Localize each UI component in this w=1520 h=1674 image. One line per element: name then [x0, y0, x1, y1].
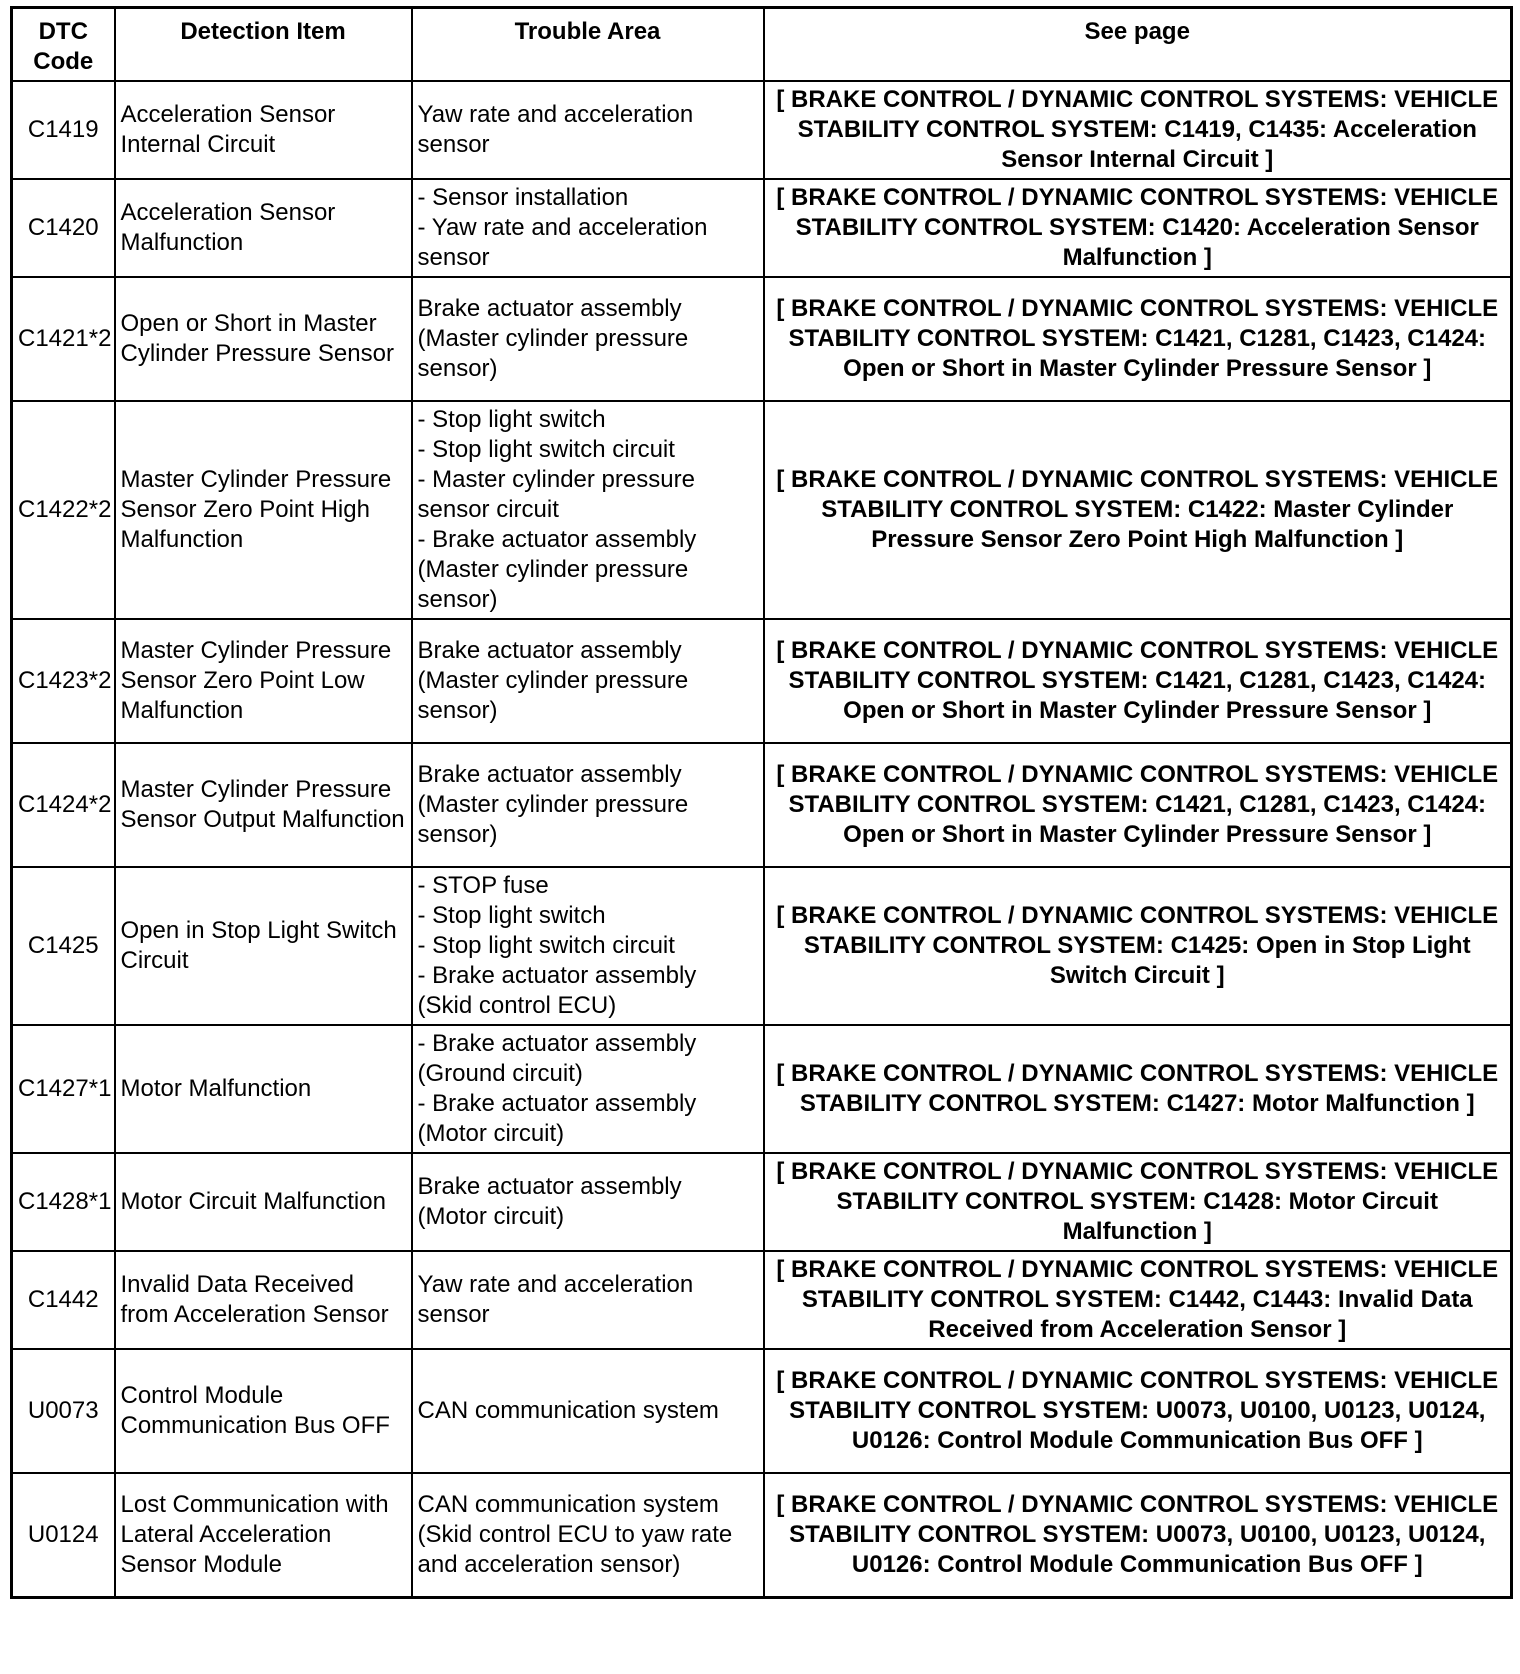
dtc-code-cell: C1423*2 — [12, 619, 115, 743]
trouble-area-line: - Stop light switch — [417, 902, 606, 929]
table-row — [12, 401, 1512, 619]
trouble-area-cell — [412, 1473, 764, 1597]
trouble-area-line: - Brake actuator assembly (Motor circuit) — [417, 1090, 697, 1147]
see-page-link[interactable]: [ BRAKE CONTROL / DYNAMIC CONTROL SYSTEMS: VEHICLE STABILITY CONTROL SYSTEM: C1420: Acceleration Sensor Malfunction ] — [764, 179, 1512, 277]
see-page-link[interactable]: [ BRAKE CONTROL / DYNAMIC CONTROL SYSTEMS: VEHICLE STABILITY CONTROL SYSTEM: C1421, C1281, C1423, C1424: Open or Short in Master Cylinder Pressure Sensor ] — [764, 743, 1512, 867]
table-header-row — [12, 8, 1512, 82]
trouble-area-line: Brake actuator assembly (Motor circuit) — [417, 1173, 682, 1230]
see-page-link[interactable]: [ BRAKE CONTROL / DYNAMIC CONTROL SYSTEMS: VEHICLE STABILITY CONTROL SYSTEM: C1428: Motor Circuit Malfunction ] — [764, 1153, 1512, 1251]
dtc-code-cell: C1428*1 — [12, 1153, 115, 1251]
see-page-link[interactable]: [ BRAKE CONTROL / DYNAMIC CONTROL SYSTEMS: VEHICLE STABILITY CONTROL SYSTEM: U0073, U0100, U0123, U0124, U0126: Control Module Communication Bus OFF ] — [764, 1349, 1512, 1473]
header-detection-item-label: Detection Item — [180, 18, 346, 45]
dtc-code-cell: C1420 — [12, 179, 115, 277]
detection-item-cell: Master Cylinder Pressure Sensor Zero Point High Malfunction — [115, 401, 412, 619]
dtc-table-body — [12, 81, 1512, 1597]
table-row — [12, 619, 1512, 743]
trouble-area-line: - Sensor installation — [417, 184, 629, 211]
see-page-link[interactable]: [ BRAKE CONTROL / DYNAMIC CONTROL SYSTEMS: VEHICLE STABILITY CONTROL SYSTEM: C1421, C1281, C1423, C1424: Open or Short in Master Cylinder Pressure Sensor ] — [764, 619, 1512, 743]
trouble-area-cell — [412, 1349, 764, 1473]
trouble-area-cell — [412, 619, 764, 743]
trouble-area-cell — [412, 81, 764, 179]
see-page-link[interactable]: [ BRAKE CONTROL / DYNAMIC CONTROL SYSTEMS: VEHICLE STABILITY CONTROL SYSTEM: C1419, C1435: Acceleration Sensor Internal Circuit ] — [764, 81, 1512, 179]
table-row — [12, 1349, 1512, 1473]
trouble-area-line: - Stop light switch circuit — [417, 932, 675, 959]
trouble-area-cell — [412, 1251, 764, 1349]
trouble-area-line: - Brake actuator assembly (Ground circuit) — [417, 1030, 697, 1087]
trouble-area-cell — [412, 277, 764, 401]
table-row — [12, 277, 1512, 401]
trouble-area-line: - STOP fuse — [417, 872, 549, 899]
trouble-area-line: - Stop light switch circuit — [417, 436, 675, 463]
dtc-table — [10, 6, 1513, 1599]
detection-item-cell: Lost Communication with Lateral Acceleration Sensor Module — [115, 1473, 412, 1597]
dtc-code-cell: U0124 — [12, 1473, 115, 1597]
trouble-area-line: Brake actuator assembly (Master cylinder pressure sensor) — [417, 637, 689, 724]
table-row — [12, 179, 1512, 277]
detection-item-cell: Motor Circuit Malfunction — [115, 1153, 412, 1251]
table-row — [12, 1251, 1512, 1349]
table-row — [12, 1153, 1512, 1251]
table-row — [12, 1473, 1512, 1597]
trouble-area-cell — [412, 1025, 764, 1153]
table-row — [12, 867, 1512, 1025]
trouble-area-line: - Brake actuator assembly (Skid control ECU) — [417, 962, 697, 1019]
detection-item-cell: Master Cylinder Pressure Sensor Output Malfunction — [115, 743, 412, 867]
detection-item-cell: Acceleration Sensor Internal Circuit — [115, 81, 412, 179]
header-trouble-area — [412, 8, 764, 82]
dtc-code-cell: C1421*2 — [12, 277, 115, 401]
trouble-area-line: Brake actuator assembly (Master cylinder pressure sensor) — [417, 295, 689, 382]
header-trouble-area-label: Trouble Area — [514, 18, 661, 45]
detection-item-cell: Open in Stop Light Switch Circuit — [115, 867, 412, 1025]
header-see-page — [764, 8, 1512, 82]
see-page-link[interactable]: [ BRAKE CONTROL / DYNAMIC CONTROL SYSTEMS: VEHICLE STABILITY CONTROL SYSTEM: C1422: Master Cylinder Pressure Sensor Zero Point High Malfunction ] — [764, 401, 1512, 619]
header-see-page-label: See page — [1084, 18, 1190, 45]
see-page-link[interactable]: [ BRAKE CONTROL / DYNAMIC CONTROL SYSTEMS: VEHICLE STABILITY CONTROL SYSTEM: C1427: Motor Malfunction ] — [764, 1025, 1512, 1153]
trouble-area-line: Yaw rate and acceleration sensor — [417, 101, 694, 158]
trouble-area-line: - Yaw rate and acceleration sensor — [417, 214, 708, 271]
trouble-area-cell — [412, 1153, 764, 1251]
dtc-code-cell: C1427*1 — [12, 1025, 115, 1153]
detection-item-cell: Open or Short in Master Cylinder Pressure Sensor — [115, 277, 412, 401]
trouble-area-line: CAN communication system — [417, 1397, 719, 1424]
detection-item-cell: Master Cylinder Pressure Sensor Zero Point Low Malfunction — [115, 619, 412, 743]
trouble-area-line: Brake actuator assembly (Master cylinder pressure sensor) — [417, 761, 689, 848]
table-row — [12, 1025, 1512, 1153]
see-page-link[interactable]: [ BRAKE CONTROL / DYNAMIC CONTROL SYSTEMS: VEHICLE STABILITY CONTROL SYSTEM: C1442, C1443: Invalid Data Received from Acceleration Sensor ] — [764, 1251, 1512, 1349]
trouble-area-line: Yaw rate and acceleration sensor — [417, 1271, 694, 1328]
header-detection-item — [115, 8, 412, 82]
see-page-link[interactable]: [ BRAKE CONTROL / DYNAMIC CONTROL SYSTEMS: VEHICLE STABILITY CONTROL SYSTEM: U0073, U0100, U0123, U0124, U0126: Control Module Communication Bus OFF ] — [764, 1473, 1512, 1597]
trouble-area-line: - Brake actuator assembly (Master cylinder pressure sensor) — [417, 526, 697, 613]
header-dtc-code-label: DTC Code — [33, 18, 94, 75]
table-row — [12, 81, 1512, 179]
dtc-code-cell: U0073 — [12, 1349, 115, 1473]
dtc-code-cell: C1442 — [12, 1251, 115, 1349]
dtc-code-cell: C1419 — [12, 81, 115, 179]
see-page-link[interactable]: [ BRAKE CONTROL / DYNAMIC CONTROL SYSTEMS: VEHICLE STABILITY CONTROL SYSTEM: C1421, C1281, C1423, C1424: Open or Short in Master Cylinder Pressure Sensor ] — [764, 277, 1512, 401]
detection-item-cell: Invalid Data Received from Acceleration Sensor — [115, 1251, 412, 1349]
trouble-area-line: CAN communication system (Skid control ECU to yaw rate and acceleration sensor) — [417, 1490, 733, 1578]
dtc-code-cell: C1422*2 — [12, 401, 115, 619]
trouble-area-cell — [412, 179, 764, 277]
trouble-area-cell — [412, 867, 764, 1025]
trouble-area-cell — [412, 401, 764, 619]
dtc-code-cell: C1424*2 — [12, 743, 115, 867]
see-page-link[interactable]: [ BRAKE CONTROL / DYNAMIC CONTROL SYSTEMS: VEHICLE STABILITY CONTROL SYSTEM: C1425: Open in Stop Light Switch Circuit ] — [764, 867, 1512, 1025]
detection-item-cell: Motor Malfunction — [115, 1025, 412, 1153]
detection-item-cell: Control Module Communication Bus OFF — [115, 1349, 412, 1473]
trouble-area-cell — [412, 743, 764, 867]
header-dtc-code — [12, 8, 115, 82]
table-row — [12, 743, 1512, 867]
trouble-area-line: - Stop light switch — [417, 406, 606, 433]
dtc-code-cell: C1425 — [12, 867, 115, 1025]
detection-item-cell: Acceleration Sensor Malfunction — [115, 179, 412, 277]
trouble-area-line: - Master cylinder pressure sensor circuit — [417, 466, 695, 523]
